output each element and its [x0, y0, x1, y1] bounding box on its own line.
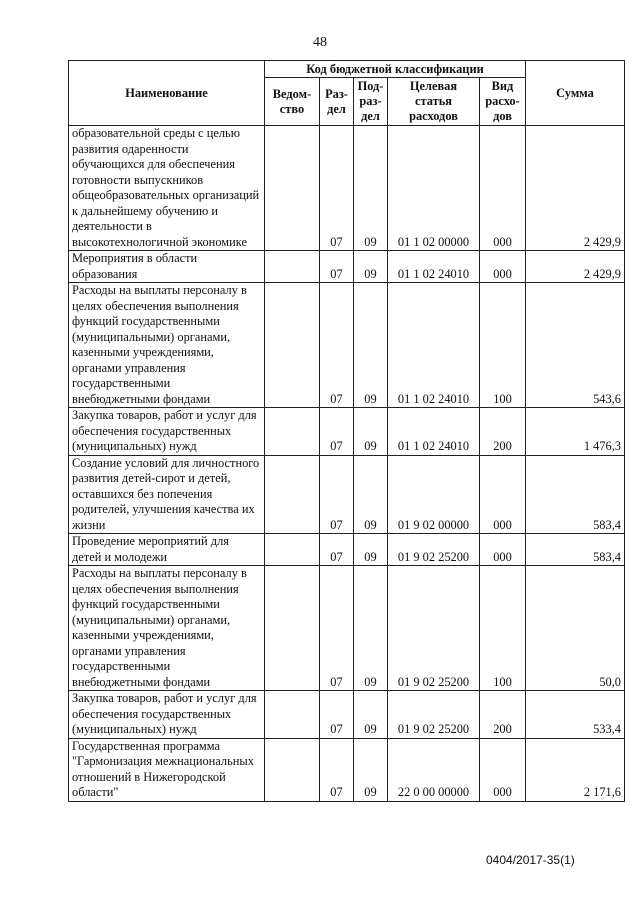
- row-sum: 1 476,3: [526, 408, 625, 456]
- table-row: [69, 408, 625, 456]
- row-dept: [265, 566, 320, 691]
- row-type: 000: [480, 455, 526, 534]
- row-section: 07: [320, 408, 354, 456]
- row-dept: [265, 408, 320, 456]
- row-dept: [265, 534, 320, 566]
- row-subsection: 09: [354, 283, 388, 408]
- page-number: 48: [313, 35, 327, 50]
- row-name: Мероприятия в области образования: [69, 251, 265, 283]
- row-sum: 533,4: [526, 691, 625, 739]
- row-target: 01 1 02 24010: [388, 408, 480, 456]
- row-section: 07: [320, 738, 354, 801]
- row-type: 000: [480, 534, 526, 566]
- row-subsection: 09: [354, 566, 388, 691]
- row-subsection: 09: [354, 126, 388, 251]
- row-section: 07: [320, 283, 354, 408]
- row-subsection: 09: [354, 455, 388, 534]
- row-sum: 50,0: [526, 566, 625, 691]
- table-row: [69, 691, 625, 739]
- row-name: образовательной среды с целью развития одаренности обучающихся для обеспечения готовности выпускников общеобразовательных организаций к дальнейшему обучению и деятельности в высокотехнологичной экономике: [69, 126, 265, 251]
- row-name: Создание условий для личностного развития детей-сирот и детей, оставшихся без попечения родителей, улучшения качества их жизни: [69, 455, 265, 534]
- table-row: [69, 738, 625, 801]
- row-dept: [265, 455, 320, 534]
- header-sum: Сумма: [526, 61, 625, 126]
- row-section: 07: [320, 534, 354, 566]
- row-dept: [265, 738, 320, 801]
- row-name: Государственная программа "Гармонизация межнациональных отношений в Нижегородской области": [69, 738, 265, 801]
- row-target: 01 1 02 24010: [388, 283, 480, 408]
- header-name: Наименование: [69, 61, 265, 126]
- row-name: Закупка товаров, работ и услуг для обеспечения государственных (муниципальных) нужд: [69, 691, 265, 739]
- table-row: [69, 251, 625, 283]
- table-row: [69, 566, 625, 691]
- table-row: [69, 455, 625, 534]
- row-target: 01 1 02 00000: [388, 126, 480, 251]
- row-name: Закупка товаров, работ и услуг для обеспечения государственных (муниципальных) нужд: [69, 408, 265, 456]
- row-sum: 543,6: [526, 283, 625, 408]
- row-target: 01 9 02 25200: [388, 566, 480, 691]
- row-subsection: 09: [354, 534, 388, 566]
- row-target: 01 9 02 25200: [388, 534, 480, 566]
- row-target: 01 9 02 25200: [388, 691, 480, 739]
- row-subsection: 09: [354, 408, 388, 456]
- row-type: 200: [480, 691, 526, 739]
- header-dept: Ведом-ство: [265, 78, 320, 126]
- budget-table: [68, 60, 625, 802]
- header-subsection: Под-раз-дел: [354, 78, 388, 126]
- row-sum: 583,4: [526, 455, 625, 534]
- header-target: Целевая статья расходов: [388, 78, 480, 126]
- row-target: 01 1 02 24010: [388, 251, 480, 283]
- row-section: 07: [320, 455, 354, 534]
- row-type: 000: [480, 126, 526, 251]
- row-name: Расходы на выплаты персоналу в целях обеспечения выполнения функций государственными (муниципальными) органами, казенными учреждениями, органами управления государственными внебюджетными фондами: [69, 283, 265, 408]
- row-sum: 2 171,6: [526, 738, 625, 801]
- row-type: 100: [480, 566, 526, 691]
- table-row: [69, 283, 625, 408]
- row-dept: [265, 126, 320, 251]
- row-section: 07: [320, 251, 354, 283]
- document-code: 0404/2017-35(1): [486, 853, 575, 867]
- row-dept: [265, 691, 320, 739]
- table-row: [69, 534, 625, 566]
- header-expense-type: Вид расхо-дов: [480, 78, 526, 126]
- row-type: 100: [480, 283, 526, 408]
- row-name: Расходы на выплаты персоналу в целях обеспечения выполнения функций государственными (муниципальными) органами, казенными учреждениями, органами управления государственными внебюджетными фондами: [69, 566, 265, 691]
- row-sum: 583,4: [526, 534, 625, 566]
- row-section: 07: [320, 126, 354, 251]
- row-dept: [265, 283, 320, 408]
- row-type: 200: [480, 408, 526, 456]
- row-type: 000: [480, 251, 526, 283]
- row-subsection: 09: [354, 691, 388, 739]
- row-sum: 2 429,9: [526, 126, 625, 251]
- header-classification-group: Код бюджетной классификации: [265, 61, 526, 78]
- table-row: [69, 126, 625, 251]
- header-section: Раз-дел: [320, 78, 354, 126]
- row-section: 07: [320, 566, 354, 691]
- row-type: 000: [480, 738, 526, 801]
- row-target: 01 9 02 00000: [388, 455, 480, 534]
- row-sum: 2 429,9: [526, 251, 625, 283]
- row-subsection: 09: [354, 738, 388, 801]
- row-name: Проведение мероприятий для детей и молодежи: [69, 534, 265, 566]
- row-section: 07: [320, 691, 354, 739]
- row-dept: [265, 251, 320, 283]
- row-subsection: 09: [354, 251, 388, 283]
- row-target: 22 0 00 00000: [388, 738, 480, 801]
